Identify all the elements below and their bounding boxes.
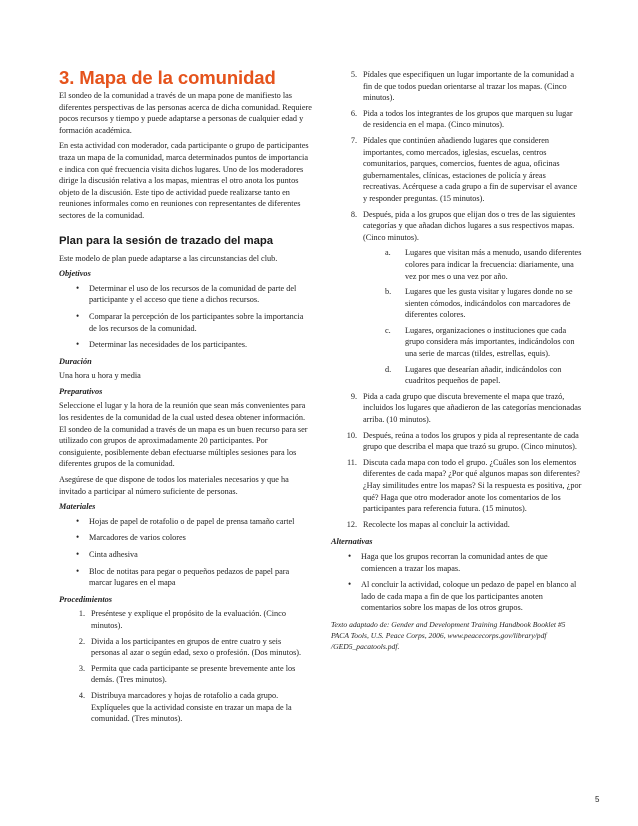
list-item: • Marcadores de varios colores [59,532,312,544]
item-text: Pida a cada grupo que discuta brevemente el mapa que trazó, incluidos los lugares que añadieron de las categorías mencionadas arriba. (10 minutos). [363,391,582,425]
item-number: 12. [346,519,357,529]
objetivos-list [59,283,312,351]
sub-list [363,247,582,387]
item-number: 9. [350,391,357,401]
alternativas-label: Alternativas [331,537,373,547]
item-text: Pídales que continúen añadiendo lugares que consideren importantes, como mercados, iglesias, escuelas, centros comunitarios, parques, comercios, fuentes de agua, oficinas gubernamentales, clínicas, estaciones de policía y áreas recreativas. Acérquese a cada grupo a fin de supervisar el avance y responder preguntas. (15 minutos). [363,135,578,203]
preparativos-paragraph: Asegúrese de que dispone de todos los materiales necesarios y que ha invitado a participar al número suficiente de personas. [59,475,289,496]
item-letter: b. [385,287,392,297]
sub-list-item [363,286,582,321]
procedimientos-list-right [331,69,582,530]
item-text: Pida a todos los integrantes de los grupos que marquen su lugar de residencia en el mapa. (Cinco minutos). [363,108,573,130]
item-text: Preséntese y explique el propósito de la evaluación. (Cinco minutos). [91,609,286,630]
list-item: • Bloc de notitas para pegar o pequeños pedazos de papel para marcar lugares en el mapa [59,566,312,589]
intro-paragraph: El sondeo de la comunidad a través de un mapa pone de manifiesto las diferentes perspectivas de las personas acerca de dicha comunidad. Requiere pocos recursos y tiempo y puede adaptarse a personas de cualquier edad y formación académica. [59,91,312,135]
item-letter: c. [385,325,391,335]
list-item [331,69,582,104]
source-credit: Texto adaptado de: Gender and Development Training Handbook Booklet #5 PACA Tools, U.S. Peace Corps, 2006, www.peacecorps.gov/library/pdf /GED5_pacatools.pdf. [331,619,566,652]
item-text: Recolecte los mapas al concluir la actividad. [363,519,510,529]
list-item [331,108,582,131]
list-item: • Al concluir la actividad, coloque un pedazo de papel en blanco al lado de cada mapa a fin de que los participantes anoten comentarios sobre los mapas de los otros grupos. [331,579,582,614]
alternativas-list [331,551,582,614]
list-item [331,430,582,453]
list-item [59,663,312,686]
list-item: • Comparar la percepción de los participantes sobre la importancia de los recursos de la comunidad. [59,311,312,334]
intro-paragraph: En esta actividad con moderador, cada participante o grupo de participantes traza un mapa de la comunidad, marca determinados puntos de importancia e indica con qué frecuencia visita dichos lugares. Uno de los moderadores dirige la discusión relativa a los mapas, mientras el otro anota los puntos objeto de la discusión. Este tipo de actividad puede realizarse tanto en reuniones informales como en reuniones con representantes de diferentes sectores de la comunidad. [59,141,309,220]
item-number: 4. [78,690,85,700]
item-text: Después, pida a los grupos que elijan dos o tres de las siguientes categorías y que añadan dichos lugares a sus respectivos mapas. (Cinco minutos). [363,209,576,242]
item-number: 6. [350,108,357,118]
item-text: Discuta cada mapa con todo el grupo. ¿Cuáles son los elementos diferentes de cada mapa? ¿Por qué algunos mapas son diferentes? ¿Hay similitudes entre los mapas? Si la respuesta es positiva, ¿por qué? Haga que otro moderador anote los comentarios de los participantes para referencia futura. (15 minutos). [363,457,582,514]
item-number: 5. [350,70,357,79]
item-text: Divida a los participantes en grupos de entre cuatro y seis personas al azar o según edad, sexo o profesión. (Dos minutos). [91,636,302,658]
materiales-label: Materiales [59,502,96,512]
duracion-text: Una hora u hora y media [59,371,141,381]
list-item [59,690,312,725]
item-text: Después, reúna a todos los grupos y pida al representante de cada grupo que describa el mapa que trazó su grupo. (Cinco minutos). [363,430,579,452]
duracion-label: Duración [59,356,92,366]
item-number: 10. [346,430,357,440]
item-number: 8. [350,209,357,219]
procedimientos-label: Procedimientos [59,594,113,604]
plan-heading: Plan para la sesión de trazado del mapa [59,234,274,247]
item-number: 1. [78,609,85,619]
item-text: Permita que cada participante se presente brevemente ante los demás. (Tres minutos). [91,663,296,685]
item-text: Distribuya marcadores y hojas de rotafolio a cada grupo. Explíqueles que la actividad consiste en trazar un mapa de la comunidad. (Tres minutos). [91,690,292,724]
item-letter: d. [385,364,392,374]
list-item: • Determinar el uso de los recursos de la comunidad de parte del participante y el acceso que tiene a dichos recursos. [59,283,312,306]
left-column [59,69,312,729]
preparativos-label: Preparativos [59,386,103,396]
list-item [331,457,582,515]
sub-list-item [363,364,582,387]
list-item: • Hojas de papel de rotafolio o de papel de prensa tamaño cartel [59,516,312,528]
item-text: Pídales que especifiquen un lugar importante de la comunidad a fin de que todos puedan orientarse al trazar los mapas. (Cinco minutos). [363,70,574,103]
item-text: Lugares que les gusta visitar y lugares donde no se sienten cómodos, indicándolos con marcadores de diferentes colores. [405,287,573,320]
objetivos-label: Objetivos [59,269,91,279]
list-item [59,608,312,631]
materiales-list [59,516,312,589]
item-text: Lugares que visitan más a menudo, usando diferentes colores para indicar la frecuencia: diariamente, una vez por mes o una vez por año. [405,248,582,281]
item-number: 7. [350,135,357,145]
list-item [59,636,312,659]
list-item: • Haga que los grupos recorran la comunidad antes de que comiencen a trazar los mapas. [331,551,582,574]
page-number: 5 [595,795,600,804]
item-number: 2. [78,636,85,646]
list-item: • Cinta adhesiva [59,549,312,561]
list-item: • Determinar las necesidades de los participantes. [59,339,312,351]
procedimientos-list-left [59,608,312,724]
sub-list-item [363,325,582,360]
list-item [331,135,582,205]
item-letter: a. [385,248,391,258]
page-title: 3. Mapa de la comunidad [59,67,276,88]
item-text: Lugares, organizaciones o instituciones que cada grupo considera más importantes, indicándolos con una serie de marcas (tildes, estrellas, equis). [405,325,575,359]
list-item [331,209,582,387]
item-number: 11. [346,457,357,467]
right-column [331,69,582,653]
list-item [331,519,582,531]
preparativos-paragraph: Seleccione el lugar y la hora de la reunión que sean más convenientes para los residentes de la comunidad de la cual usted desea obtener información. El sondeo de la comunidad a través de un mapa es un buen recurso para ser utilizado con grupos de aproximadamente 20 participantes. Por consiguiente, posiblemente deban efectuarse múltiples sesiones para los diferentes grupos de la comunidad. [59,401,308,469]
list-item [331,391,582,426]
sub-list-item [363,247,582,282]
item-text: Lugares que desearían añadir, indicándolos con cuadritos pequeños de papel. [405,364,562,386]
item-number: 3. [78,663,85,673]
plan-intro: Este modelo de plan puede adaptarse a las circunstancias del club. [59,253,278,263]
